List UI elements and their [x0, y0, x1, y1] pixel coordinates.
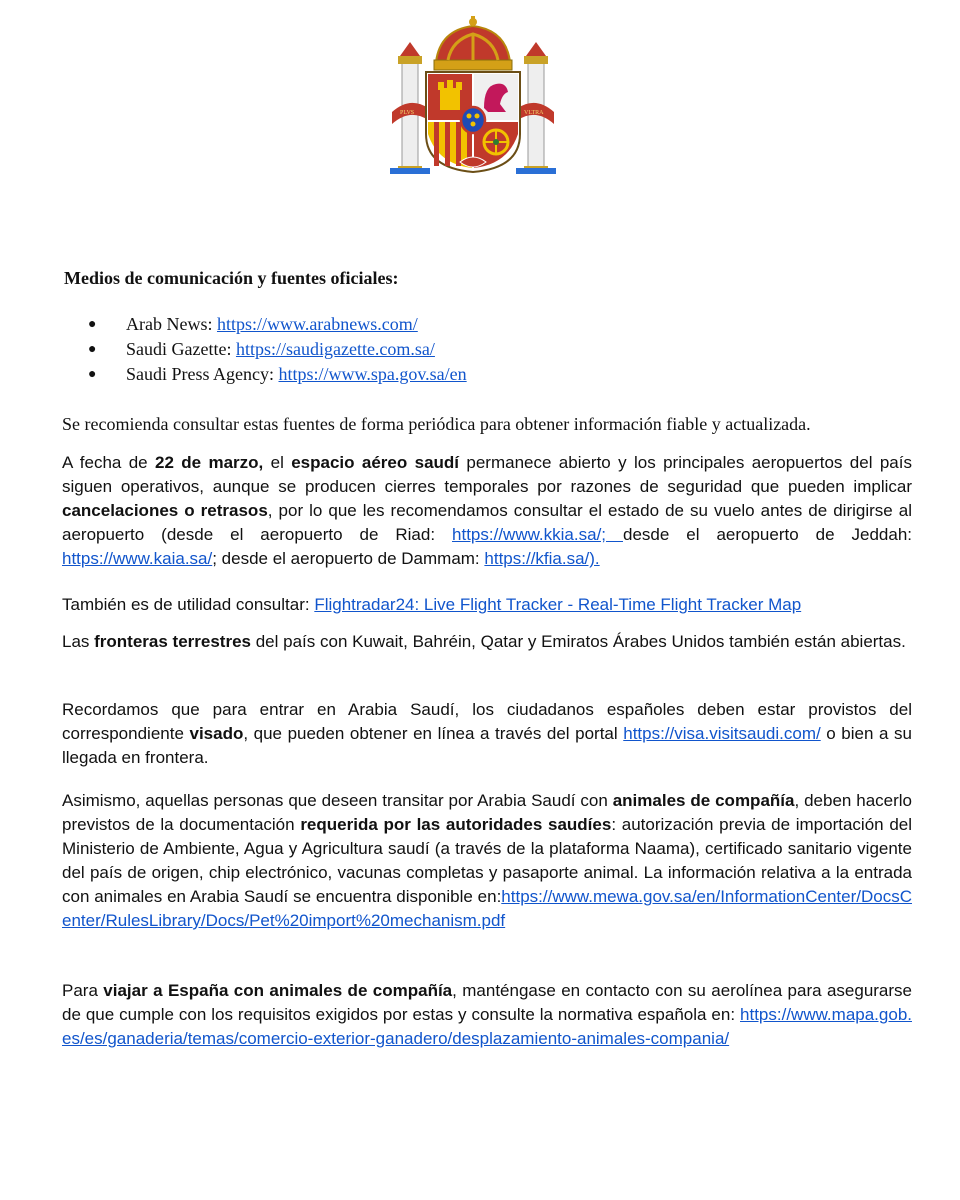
media-label: Arab News:: [126, 314, 217, 334]
borders-paragraph: Las fronteras terrestres del país con Kuwait, Bahréin, Qatar y Emiratos Árabes Unidos también están abiertas.: [62, 632, 906, 651]
media-label: Saudi Press Agency:: [126, 364, 279, 384]
arab-news-link[interactable]: https://www.arabnews.com/: [216, 314, 418, 334]
list-item: [88, 312, 467, 337]
airspace-paragraph: A fecha de 22 de marzo, el espacio aéreo saudí permanece abierto y los principales aeropuertos del país siguen operativos, aunque se producen cierres temporales por razones de seguridad que pueden implicar cancelaciones o retrasos, por lo que les recomendamos consultar el estado de su vuelo antes de dirigirse al aeropuerto (desde el aeropuerto de Riad: https://www.kkia.sa/; desde el aeropuerto de Jeddah: https://www.kaia.sa/; desde el aeropuerto de Dammam: https://kfia.sa/).: [62, 453, 912, 568]
visa-portal-link[interactable]: https://visa.visitsaudi.com/: [623, 724, 821, 743]
bullet-icon: ●: [88, 342, 97, 357]
bullet-icon: ●: [88, 367, 97, 382]
bullet-icon: ●: [88, 317, 97, 332]
spa-link[interactable]: https://www.spa.gov.sa/en: [278, 364, 467, 384]
crown: [434, 16, 512, 70]
shield: [426, 72, 520, 172]
pets-paragraph: Asimismo, aquellas personas que deseen transitar por Arabia Saudí con animales de compañía, deben hacerlo previstos de la documentación requerida por las autoridades saudíes: autorización previa de importación del Ministerio de Ambiente, Agua y Agricultura saudí (a través de la plataforma Naama), certificado sanitario vigente del país de origen, chip electrónico, vacunas completas y pasaporte animal. La información relativa a la entrada con animales en Arabia Saudí se encuentra disponible en:https://www.mewa.gov.sa/en/InformationCenter/DocsCenter/RulesLibrary/Docs/Pet%20import%20mechanism.pdf: [62, 791, 913, 930]
kaia-link[interactable]: https://www.kaia.sa/: [62, 549, 213, 568]
tracker-paragraph: También es de utilidad consultar: Flightradar24: Live Flight Tracker - Real-Time Flight Tracker Map: [62, 595, 802, 614]
list-item: [88, 337, 467, 362]
spain-paragraph: Para viajar a España con animales de compañía, manténgase en contacto con su aerolínea para asegurarse de que cumple con los requisitos exigidos por estas y consulte la normativa española en: https://www.mapa.gob.es/es/ganaderia/temas/comercio-exterior-ganadero/desplazamiento-animales-compania/: [62, 981, 912, 1048]
mapa-link[interactable]: https://www.mapa.gob.es/es/ganaderia/temas/comercio-exterior-ganadero/desplazamiento-animales-compania/: [62, 1005, 912, 1048]
list-item: [88, 362, 467, 387]
media-list: [88, 312, 467, 387]
flightradar-link[interactable]: Flightradar24: Live Flight Tracker - Real-Time Flight Tracker Map: [314, 595, 802, 614]
saudi-gazette-link[interactable]: https://saudigazette.com.sa/: [235, 339, 435, 359]
coat-of-arms-image: [388, 16, 558, 176]
mewa-link[interactable]: https://www.mewa.gov.sa/en/InformationCenter/DocsCenter/RulesLibrary/Docs/Pet%20import%20mechanism.pdf: [62, 887, 912, 930]
media-label: Saudi Gazette:: [126, 339, 236, 359]
recommendation-text: Se recomienda consultar estas fuentes de forma periódica para obtener información fiable y actualizada.: [62, 414, 811, 434]
visa-paragraph: Recordamos que para entrar en Arabia Saudí, los ciudadanos españoles deben estar provistos del correspondiente visado, que pueden obtener en línea a través del portal https://visa.visitsaudi.com/ o bien a su llegada en frontera.: [62, 700, 912, 767]
media-heading: Medios de comunicación y fuentes oficiales:: [64, 268, 399, 288]
kkia-link[interactable]: https://www.kkia.sa/;: [452, 525, 623, 544]
kfia-link[interactable]: https://kfia.sa/).: [484, 549, 600, 568]
motto-left: PLVS: [400, 110, 415, 116]
motto-right: VLTRA: [524, 110, 544, 116]
